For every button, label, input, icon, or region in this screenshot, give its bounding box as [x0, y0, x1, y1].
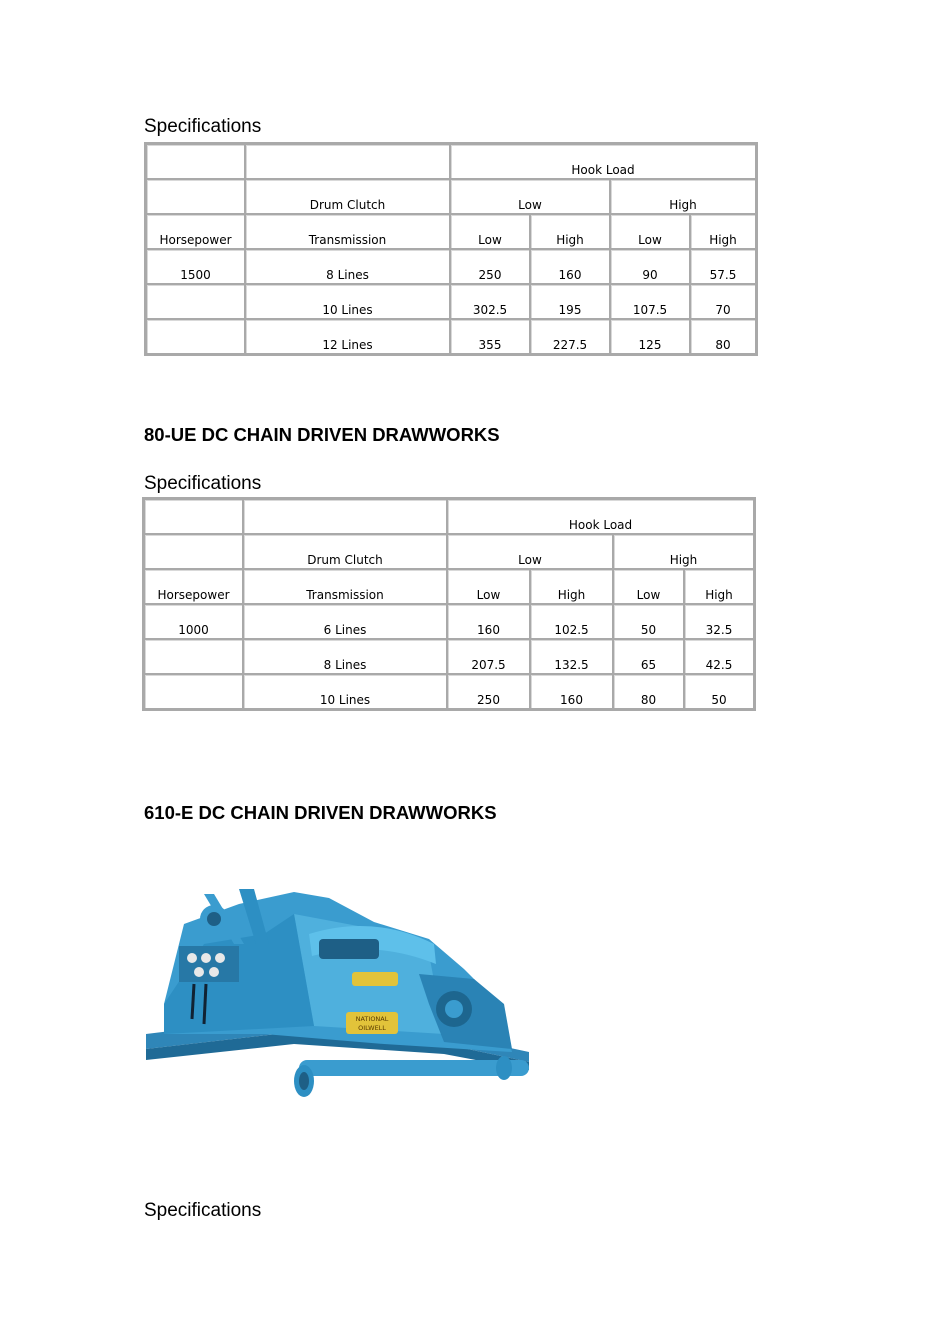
- high-group-header: High: [613, 534, 754, 569]
- sub-header: Low: [447, 569, 530, 604]
- low-group-header: Low: [447, 534, 613, 569]
- table-row: [146, 249, 756, 284]
- horsepower-cell: [144, 639, 243, 674]
- sub-header: Low: [450, 214, 530, 249]
- table-row: [146, 284, 756, 319]
- sub-header: Low: [613, 569, 684, 604]
- table-cell: [245, 144, 450, 179]
- specs-table-1: [144, 142, 758, 356]
- plate-text-bottom: OILWELL: [358, 1024, 386, 1032]
- value-cell: 160: [447, 604, 530, 639]
- specifications-label: Specifications: [144, 116, 262, 137]
- value-cell: 70: [690, 284, 756, 319]
- low-group-header: Low: [450, 179, 610, 214]
- high-group-header: High: [610, 179, 756, 214]
- value-cell: 50: [613, 604, 684, 639]
- table-row: [144, 499, 754, 534]
- section-heading: 80-UE DC CHAIN DRIVEN DRAWWORKS: [144, 424, 500, 445]
- value-cell: 50: [684, 674, 754, 709]
- table-row: [144, 639, 754, 674]
- sub-header: High: [530, 214, 610, 249]
- horsepower-cell: [146, 284, 245, 319]
- value-cell: 65: [613, 639, 684, 674]
- table-row: [146, 319, 756, 354]
- hook-load-header: Hook Load: [447, 499, 754, 534]
- transmission-header: Transmission: [243, 569, 447, 604]
- lines-cell: 10 Lines: [243, 674, 447, 709]
- table-row: [144, 604, 754, 639]
- horsepower-cell: 1000: [144, 604, 243, 639]
- horsepower-cell: [146, 319, 245, 354]
- horsepower-header: Horsepower: [144, 569, 243, 604]
- drawworks-photo: [144, 884, 534, 1109]
- table-cell: [146, 144, 245, 179]
- value-cell: 250: [450, 249, 530, 284]
- specifications-label: Specifications: [144, 473, 262, 494]
- table-row: [146, 214, 756, 249]
- sub-header: High: [684, 569, 754, 604]
- lines-cell: 10 Lines: [245, 284, 450, 319]
- table-row: [144, 569, 754, 604]
- table-row: [144, 534, 754, 569]
- value-cell: 80: [690, 319, 756, 354]
- value-cell: 160: [530, 249, 610, 284]
- section-heading: 610-E DC CHAIN DRIVEN DRAWWORKS: [144, 802, 497, 823]
- value-cell: 80: [613, 674, 684, 709]
- value-cell: 160: [530, 674, 613, 709]
- lines-cell: 6 Lines: [243, 604, 447, 639]
- drum-clutch-header: Drum Clutch: [243, 534, 447, 569]
- value-cell: 57.5: [690, 249, 756, 284]
- value-cell: 207.5: [447, 639, 530, 674]
- sub-header: High: [690, 214, 756, 249]
- horsepower-cell: 1500: [146, 249, 245, 284]
- hook-load-header: Hook Load: [450, 144, 756, 179]
- table-cell: [144, 534, 243, 569]
- drum-clutch-header: Drum Clutch: [245, 179, 450, 214]
- value-cell: 102.5: [530, 604, 613, 639]
- value-cell: 132.5: [530, 639, 613, 674]
- value-cell: 125: [610, 319, 690, 354]
- table-cell: [243, 499, 447, 534]
- value-cell: 42.5: [684, 639, 754, 674]
- value-cell: 90: [610, 249, 690, 284]
- value-cell: 250: [447, 674, 530, 709]
- value-cell: 355: [450, 319, 530, 354]
- table-cell: [144, 499, 243, 534]
- sub-header: Low: [610, 214, 690, 249]
- value-cell: 195: [530, 284, 610, 319]
- lines-cell: 8 Lines: [243, 639, 447, 674]
- table-row: [146, 179, 756, 214]
- table-row: [146, 144, 756, 179]
- lines-cell: 8 Lines: [245, 249, 450, 284]
- value-cell: 32.5: [684, 604, 754, 639]
- table-cell: [146, 179, 245, 214]
- plate-text-top: NATIONAL: [355, 1015, 389, 1023]
- table-row: [144, 674, 754, 709]
- value-cell: 302.5: [450, 284, 530, 319]
- lines-cell: 12 Lines: [245, 319, 450, 354]
- transmission-header: Transmission: [245, 214, 450, 249]
- value-cell: 107.5: [610, 284, 690, 319]
- horsepower-cell: [144, 674, 243, 709]
- value-cell: 227.5: [530, 319, 610, 354]
- horsepower-header: Horsepower: [146, 214, 245, 249]
- sub-header: High: [530, 569, 613, 604]
- specs-table-2: [142, 497, 756, 711]
- specifications-label: Specifications: [144, 1200, 262, 1221]
